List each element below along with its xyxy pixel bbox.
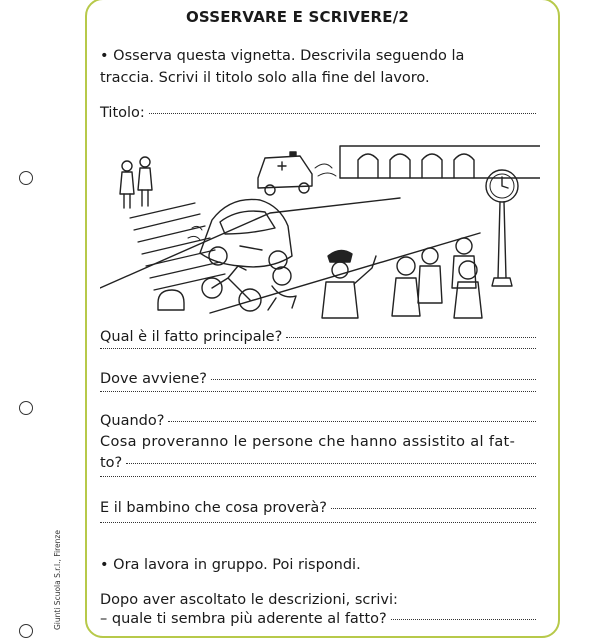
street-accident-illustration bbox=[100, 138, 540, 328]
answer-line[interactable] bbox=[391, 618, 536, 620]
group-instruction-text: Ora lavora in gruppo. Poi rispondi. bbox=[113, 557, 361, 573]
question-where-label: Dove avviene? bbox=[100, 371, 207, 387]
question-main-fact-label: Qual è il fatto principale? bbox=[100, 329, 283, 345]
police-officer bbox=[322, 250, 376, 318]
question-when bbox=[100, 413, 536, 433]
instruction-text-1: Osserva questa vignetta. Descrivila seguendo la bbox=[113, 48, 465, 64]
question-child-label: E il bambino che cosa proverà? bbox=[100, 500, 327, 516]
answer-line[interactable] bbox=[100, 347, 536, 349]
question-feelings-line-1: Cosa proveranno le persone che hanno assistito al fat- bbox=[100, 434, 516, 450]
question-closest bbox=[100, 611, 536, 631]
page-title: OSSERVARE E SCRIVERE/2 bbox=[185, 8, 410, 26]
building-arches bbox=[340, 146, 540, 178]
answer-line[interactable] bbox=[100, 390, 536, 392]
ambulance bbox=[258, 152, 336, 195]
blank-line bbox=[100, 478, 536, 498]
street-clock bbox=[486, 170, 518, 286]
question-when-label: Quando? bbox=[100, 413, 165, 429]
title-answer-line[interactable] bbox=[149, 112, 536, 114]
answer-line[interactable] bbox=[211, 378, 536, 380]
question-child bbox=[100, 500, 536, 520]
blank-line bbox=[100, 393, 536, 413]
zebra-crossing bbox=[130, 203, 225, 290]
binder-hole-top bbox=[19, 171, 33, 185]
answer-line[interactable] bbox=[100, 475, 536, 477]
title-answer-row bbox=[100, 105, 536, 125]
children-group bbox=[392, 238, 482, 318]
answer-line[interactable] bbox=[100, 521, 536, 523]
after-descriptions-label: Dopo aver ascoltato le descrizioni, scrivi: bbox=[100, 592, 398, 608]
question-main-fact bbox=[100, 329, 536, 349]
title-label: Titolo: bbox=[100, 105, 145, 121]
fallen-bicycle bbox=[202, 266, 261, 311]
binder-hole-middle bbox=[19, 401, 33, 415]
blank-line bbox=[100, 524, 536, 544]
bystanders-left bbox=[120, 157, 152, 208]
instruction-line-2: traccia. Scrivi il titolo solo alla fine del lavoro. bbox=[100, 70, 430, 86]
question-feelings-label: to? bbox=[100, 455, 123, 471]
car bbox=[188, 199, 292, 269]
publisher-credit: Giunti Scuola S.r.l., Firenze bbox=[53, 530, 62, 630]
binder-hole-bottom bbox=[19, 624, 33, 638]
answer-line[interactable] bbox=[126, 462, 536, 464]
question-where bbox=[100, 371, 536, 391]
question-closest-label: – quale ti sembra più aderente al fatto? bbox=[100, 611, 387, 627]
answer-line[interactable] bbox=[286, 336, 536, 338]
road-curb bbox=[210, 233, 480, 313]
instruction-line-1: • Osserva questa vignetta. Descrivila seguendo la bbox=[100, 48, 465, 64]
question-feelings-line-2 bbox=[100, 455, 536, 475]
school-bag bbox=[158, 290, 184, 310]
blank-line bbox=[100, 350, 536, 370]
answer-line[interactable] bbox=[331, 507, 536, 509]
answer-line[interactable] bbox=[168, 420, 536, 422]
group-instruction-line: • Ora lavora in gruppo. Poi rispondi. bbox=[100, 557, 361, 573]
